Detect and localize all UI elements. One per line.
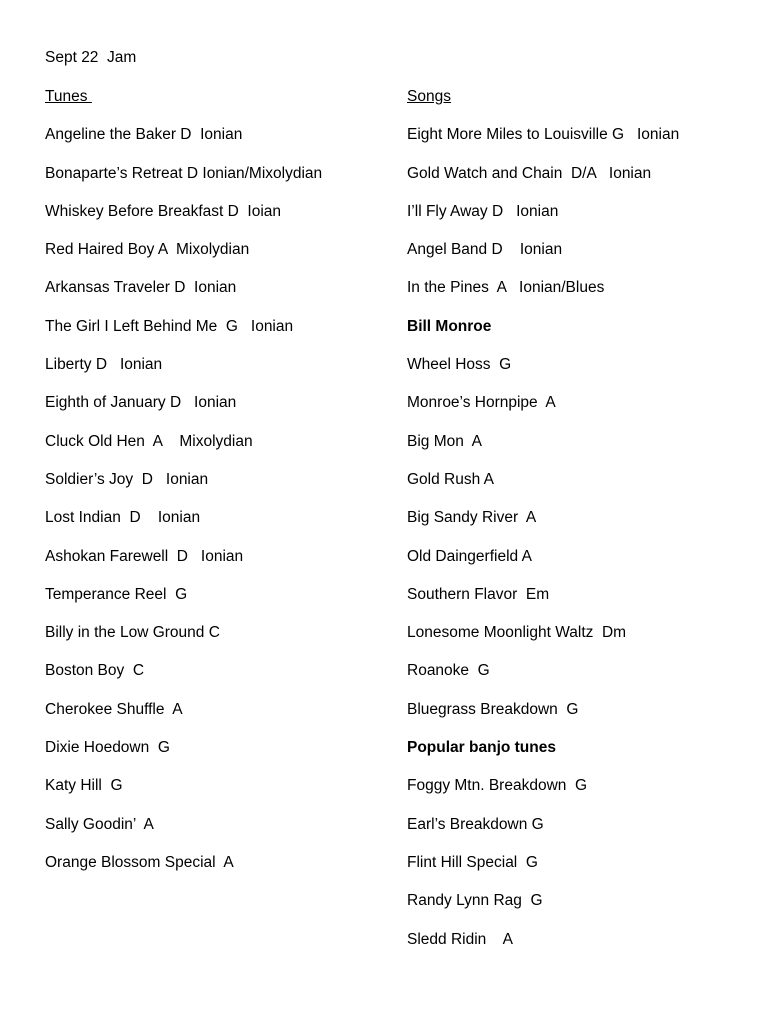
tune-item: Angeline the Baker D Ionian — [45, 126, 243, 144]
song-item: Roanoke G — [407, 662, 490, 680]
tunes-column — [45, 87, 322, 891]
tune-item: Temperance Reel G — [45, 585, 188, 603]
tune-item: Katy Hill G — [45, 777, 123, 795]
songs-column — [407, 87, 679, 968]
section-heading-bill-monroe: Bill Monroe — [407, 317, 492, 335]
tune-item: Red Haired Boy A Mixolydian — [45, 241, 250, 259]
song-item: Big Sandy River A — [407, 509, 537, 527]
song-item: Sledd Ridin A — [407, 930, 513, 948]
song-item: In the Pines A Ionian/Blues — [407, 279, 605, 297]
tune-item: Billy in the Low Ground C — [45, 624, 220, 642]
song-item: Randy Lynn Rag G — [407, 892, 543, 910]
song-item: Big Mon A — [407, 432, 482, 450]
tune-item: Cluck Old Hen A Mixolydian — [45, 432, 253, 450]
tune-item: Soldier’s Joy D Ionian — [45, 470, 209, 488]
song-item: Flint Hill Special G — [407, 853, 538, 871]
song-item: Monroe’s Hornpipe A — [407, 394, 556, 412]
song-item: Angel Band D Ionian — [407, 241, 563, 259]
tune-item: Orange Blossom Special A — [45, 853, 234, 871]
tune-item: Dixie Hoedown G — [45, 739, 170, 757]
song-item: Foggy Mtn. Breakdown G — [407, 777, 588, 795]
song-item: Bluegrass Breakdown G — [407, 700, 579, 718]
song-item: Eight More Miles to Louisville G Ionian — [407, 126, 680, 144]
tunes-heading: Tunes — [45, 88, 92, 105]
tune-item: Boston Boy C — [45, 662, 145, 680]
song-item: Earl’s Breakdown G — [407, 815, 544, 833]
song-item: Southern Flavor Em — [407, 585, 550, 603]
song-item: Gold Rush A — [407, 470, 495, 488]
tune-item: The Girl I Left Behind Me G Ionian — [45, 317, 294, 335]
song-item: Wheel Hoss G — [407, 356, 512, 374]
songs-heading: Songs — [407, 88, 451, 105]
song-item: Lonesome Moonlight Waltz Dm — [407, 624, 627, 642]
tune-item: Lost Indian D Ionian — [45, 509, 201, 527]
song-item: Gold Watch and Chain D/A Ionian — [407, 164, 652, 182]
tune-item: Whiskey Before Breakfast D Ioian — [45, 202, 282, 220]
song-item: I’ll Fly Away D Ionian — [407, 202, 559, 220]
tune-item: Eighth of January D Ionian — [45, 394, 237, 412]
tune-item: Cherokee Shuffle A — [45, 700, 183, 718]
tune-item: Arkansas Traveler D Ionian — [45, 279, 237, 297]
tune-item: Sally Goodin’ A — [45, 815, 154, 833]
tune-item: Bonaparte’s Retreat D Ionian/Mixolydian — [45, 164, 323, 182]
song-item: Old Daingerfield A — [407, 547, 532, 565]
tune-item: Ashokan Farewell D Ionian — [45, 547, 244, 565]
section-heading-popular-banjo-tunes: Popular banjo tunes — [407, 739, 556, 757]
tune-item: Liberty D Ionian — [45, 356, 163, 374]
document-title: Sept 22 Jam — [45, 49, 137, 66]
